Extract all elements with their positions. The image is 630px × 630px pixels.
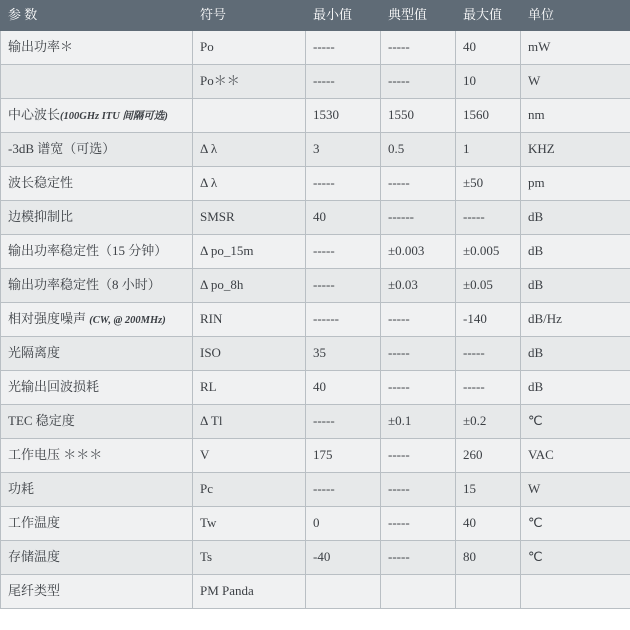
cell-max: 40 bbox=[456, 31, 521, 65]
parameter-label: 相对强度噪声 bbox=[8, 311, 90, 327]
cell-symbol: PM Panda bbox=[193, 575, 306, 609]
cell-parameter bbox=[1, 31, 193, 65]
cell-symbol: Tw bbox=[193, 507, 306, 541]
cell-parameter bbox=[1, 405, 193, 439]
cell-typ: ----- bbox=[381, 337, 456, 371]
cell-typ: ----- bbox=[381, 473, 456, 507]
cell-symbol: Δ Tl bbox=[193, 405, 306, 439]
cell-unit: ℃ bbox=[521, 405, 630, 439]
cell-unit: dB bbox=[521, 337, 630, 371]
cell-parameter bbox=[1, 269, 193, 303]
cell-symbol: V bbox=[193, 439, 306, 473]
table-row bbox=[1, 201, 630, 235]
cell-max: 15 bbox=[456, 473, 521, 507]
parameter-label: 输出功率＊ bbox=[8, 39, 74, 55]
cell-max: ±0.05 bbox=[456, 269, 521, 303]
cell-unit bbox=[521, 575, 630, 609]
cell-typ: ----- bbox=[381, 507, 456, 541]
cell-max: ±0.2 bbox=[456, 405, 521, 439]
cell-max: 1560 bbox=[456, 99, 521, 133]
table-row bbox=[1, 303, 630, 337]
cell-min: ----- bbox=[306, 167, 381, 201]
parameter-label: 输出功率稳定性（15 分钟） bbox=[8, 243, 168, 259]
table-header-row bbox=[1, 1, 630, 31]
parameter-note: (100GHz ITU 间隔可选) bbox=[60, 111, 168, 123]
cell-symbol: Δ λ bbox=[193, 133, 306, 167]
cell-typ: ----- bbox=[381, 439, 456, 473]
parameter-label: 波长稳定性 bbox=[8, 175, 74, 191]
cell-parameter bbox=[1, 65, 193, 99]
cell-symbol: Δ λ bbox=[193, 167, 306, 201]
cell-symbol: SMSR bbox=[193, 201, 306, 235]
cell-max: ±50 bbox=[456, 167, 521, 201]
cell-parameter bbox=[1, 439, 193, 473]
cell-symbol bbox=[193, 99, 306, 133]
cell-unit: KHZ bbox=[521, 133, 630, 167]
parameter-label: 工作温度 bbox=[8, 515, 61, 531]
cell-symbol: ISO bbox=[193, 337, 306, 371]
table-row bbox=[1, 99, 630, 133]
cell-max: 1 bbox=[456, 133, 521, 167]
cell-max: -140 bbox=[456, 303, 521, 337]
cell-max bbox=[456, 575, 521, 609]
cell-parameter bbox=[1, 473, 193, 507]
cell-min: ----- bbox=[306, 235, 381, 269]
cell-max: ----- bbox=[456, 371, 521, 405]
cell-parameter bbox=[1, 337, 193, 371]
cell-max: ±0.005 bbox=[456, 235, 521, 269]
cell-min: ----- bbox=[306, 269, 381, 303]
table-row bbox=[1, 575, 630, 609]
table-row bbox=[1, 269, 630, 303]
cell-min: ----- bbox=[306, 31, 381, 65]
cell-parameter bbox=[1, 99, 193, 133]
cell-min: ----- bbox=[306, 473, 381, 507]
table-row bbox=[1, 439, 630, 473]
column-header-unit: 单位 bbox=[521, 1, 630, 31]
table-row bbox=[1, 371, 630, 405]
cell-min: 0 bbox=[306, 507, 381, 541]
cell-symbol: RL bbox=[193, 371, 306, 405]
parameter-label: 功耗 bbox=[8, 481, 35, 497]
cell-symbol: Pc bbox=[193, 473, 306, 507]
cell-parameter bbox=[1, 201, 193, 235]
cell-max: 80 bbox=[456, 541, 521, 575]
table-row bbox=[1, 31, 630, 65]
cell-typ: ±0.03 bbox=[381, 269, 456, 303]
cell-unit: dB bbox=[521, 269, 630, 303]
table-row bbox=[1, 337, 630, 371]
column-header-min: 最小值 bbox=[306, 1, 381, 31]
cell-parameter bbox=[1, 371, 193, 405]
cell-typ: 0.5 bbox=[381, 133, 456, 167]
cell-symbol: Δ po_15m bbox=[193, 235, 306, 269]
cell-min: 40 bbox=[306, 201, 381, 235]
cell-typ: ----- bbox=[381, 31, 456, 65]
cell-min bbox=[306, 575, 381, 609]
cell-max: ----- bbox=[456, 337, 521, 371]
cell-min: 1530 bbox=[306, 99, 381, 133]
table-row bbox=[1, 473, 630, 507]
cell-parameter bbox=[1, 235, 193, 269]
parameter-label: 存储温度 bbox=[8, 549, 61, 565]
column-header-parameter: 参 数 bbox=[1, 1, 193, 31]
cell-typ: ----- bbox=[381, 65, 456, 99]
cell-typ bbox=[381, 575, 456, 609]
parameter-label: 中心波长 bbox=[8, 107, 61, 123]
table-row bbox=[1, 65, 630, 99]
cell-unit: pm bbox=[521, 167, 630, 201]
cell-unit: dB/Hz bbox=[521, 303, 630, 337]
table-row bbox=[1, 167, 630, 201]
cell-typ: ----- bbox=[381, 541, 456, 575]
cell-typ: ±0.003 bbox=[381, 235, 456, 269]
parameter-label: 尾纤类型 bbox=[8, 583, 61, 599]
parameter-label: 光输出回波损耗 bbox=[8, 379, 100, 395]
cell-parameter bbox=[1, 303, 193, 337]
cell-parameter bbox=[1, 133, 193, 167]
cell-symbol: Ts bbox=[193, 541, 306, 575]
cell-typ: ------ bbox=[381, 201, 456, 235]
cell-typ: 1550 bbox=[381, 99, 456, 133]
parameter-label: 输出功率稳定性（8 小时） bbox=[8, 277, 161, 293]
parameter-note: (CW, @ 200MHz) bbox=[89, 315, 166, 327]
cell-symbol: RIN bbox=[193, 303, 306, 337]
column-header-symbol: 符号 bbox=[193, 1, 306, 31]
cell-max: 10 bbox=[456, 65, 521, 99]
cell-symbol: Po＊＊ bbox=[193, 65, 306, 99]
cell-parameter bbox=[1, 167, 193, 201]
table-row bbox=[1, 507, 630, 541]
cell-unit: W bbox=[521, 65, 630, 99]
cell-symbol: Δ po_8h bbox=[193, 269, 306, 303]
cell-min: 3 bbox=[306, 133, 381, 167]
cell-min: 175 bbox=[306, 439, 381, 473]
parameter-label: 边模抑制比 bbox=[8, 209, 74, 225]
cell-typ: ±0.1 bbox=[381, 405, 456, 439]
column-header-typ: 典型值 bbox=[381, 1, 456, 31]
parameter-label: 光隔离度 bbox=[8, 345, 61, 361]
cell-min: 40 bbox=[306, 371, 381, 405]
cell-parameter bbox=[1, 575, 193, 609]
table-row bbox=[1, 541, 630, 575]
cell-unit: W bbox=[521, 473, 630, 507]
cell-unit: dB bbox=[521, 201, 630, 235]
parameter-label: -3dB 谱宽（可选） bbox=[8, 141, 116, 157]
cell-unit: nm bbox=[521, 99, 630, 133]
cell-unit: dB bbox=[521, 371, 630, 405]
parameter-label: 工作电压 ＊＊＊ bbox=[8, 447, 103, 463]
table-row bbox=[1, 405, 630, 439]
cell-min: -40 bbox=[306, 541, 381, 575]
cell-max: 260 bbox=[456, 439, 521, 473]
cell-min: ----- bbox=[306, 405, 381, 439]
table-row bbox=[1, 235, 630, 269]
parameter-label: TEC 稳定度 bbox=[8, 413, 75, 429]
cell-max: ----- bbox=[456, 201, 521, 235]
cell-min: ------ bbox=[306, 303, 381, 337]
cell-unit: dB bbox=[521, 235, 630, 269]
column-header-max: 最大值 bbox=[456, 1, 521, 31]
cell-unit: ℃ bbox=[521, 507, 630, 541]
cell-unit: VAC bbox=[521, 439, 630, 473]
cell-typ: ----- bbox=[381, 371, 456, 405]
cell-max: 40 bbox=[456, 507, 521, 541]
cell-typ: ----- bbox=[381, 167, 456, 201]
cell-typ: ----- bbox=[381, 303, 456, 337]
table-row bbox=[1, 133, 630, 167]
cell-min: ----- bbox=[306, 65, 381, 99]
cell-parameter bbox=[1, 541, 193, 575]
cell-min: 35 bbox=[306, 337, 381, 371]
cell-parameter bbox=[1, 507, 193, 541]
cell-symbol: Po bbox=[193, 31, 306, 65]
cell-unit: ℃ bbox=[521, 541, 630, 575]
cell-unit: mW bbox=[521, 31, 630, 65]
